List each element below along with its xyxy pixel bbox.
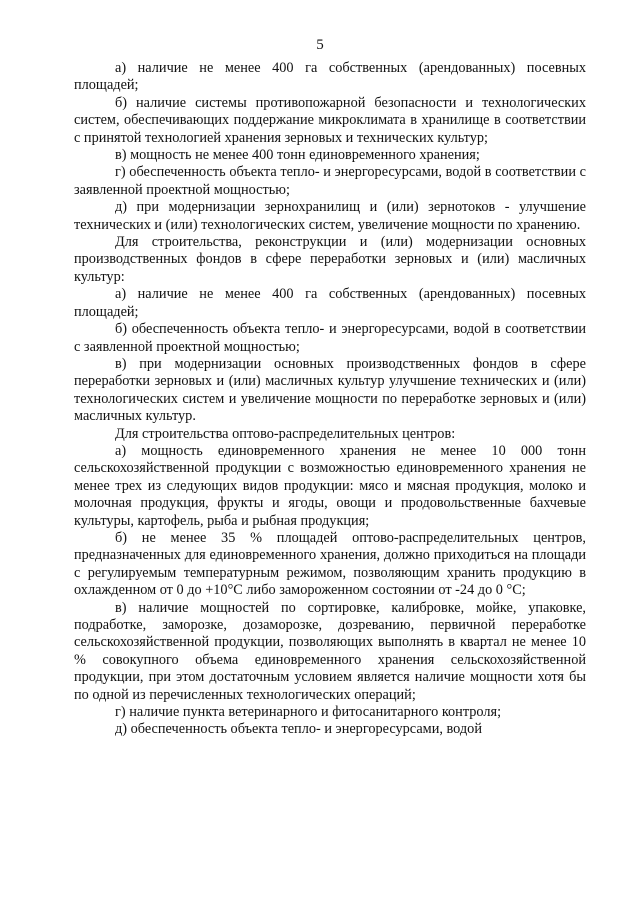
paragraph: б) не менее 35 % площадей оптово-распределительных центров, предназначенных для единовременного хранения, должно приходиться на площади с регулируемым температурным режимом, позволяющим хранить продукцию в охлажденном от 0 до +10°С либо замороженном состоянии от -24 до 0 °С; [74,529,586,599]
page-number: 5 [316,37,324,53]
paragraph: г) наличие пункта ветеринарного и фитосанитарного контроля; [115,704,502,721]
paragraph: г) обеспеченность объекта тепло- и энергоресурсами, водой в соответствии с заявленной проектной мощностью; [74,164,586,198]
paragraph: Для строительства оптово-распределительных центров: [115,425,456,442]
paragraph: Для строительства, реконструкции и (или) модернизации основных производственных фондов в сфере переработки зерновых и (или) масличных культур: [74,234,586,285]
paragraph: д) обеспеченность объекта тепло- и энергоресурсами, водой [115,721,482,738]
paragraph: б) наличие системы противопожарной безопасности и технологических систем, обеспечивающих поддержание микроклимата в хранилище в соответствии с принятой технологией хранения зерновых и технических культур; [74,94,586,146]
paragraph: а) мощность единовременного хранения не менее 10 000 тонн сельскохозяйственной продукции с возможностью единовременного хранения не менее трех из следующих видов продукции: мясо и мясная продукция, молоко и молочная продукция, фрукты и ягоды, овощи и продовольственные бахчевые культуры, картофель, рыба и рыбная продукция; [74,442,586,529]
paragraph: д) при модернизации зернохранилищ и (или) зернотоков - улучшение технических и (или) технологических систем, увеличение мощности по хранению. [74,199,586,233]
paragraph: в) при модернизации основных производственных фондов в сфере переработки зерновых и (или) масличных культур улучшение технических и (или) технологических систем и увеличение мощности по переработке зерновых и (или) масличных культур. [74,355,586,425]
paragraph: в) мощность не менее 400 тонн единовременного хранения; [115,147,480,164]
document-body [74,60,586,739]
paragraph: б) обеспеченность объекта тепло- и энергоресурсами, водой в соответствии с заявленной проектной мощностью; [74,321,586,355]
paragraph: а) наличие не менее 400 га собственных (арендованных) посевных площадей; [74,60,586,94]
paragraph: а) наличие не менее 400 га собственных (арендованных) посевных площадей; [74,286,586,320]
paragraph: в) наличие мощностей по сортировке, калибровке, мойке, упаковке, подработке, заморозке, дозаморозке, дозреванию, первичной переработке сельскохозяйственной продукции, позволяющих выполнять в квартал не менее 10 % совокупного объема единовременного хранения сельскохозяйственной продукции, при этом достаточным условием является наличие мощности хотя бы по одной из перечисленных технологических операций; [74,599,586,703]
